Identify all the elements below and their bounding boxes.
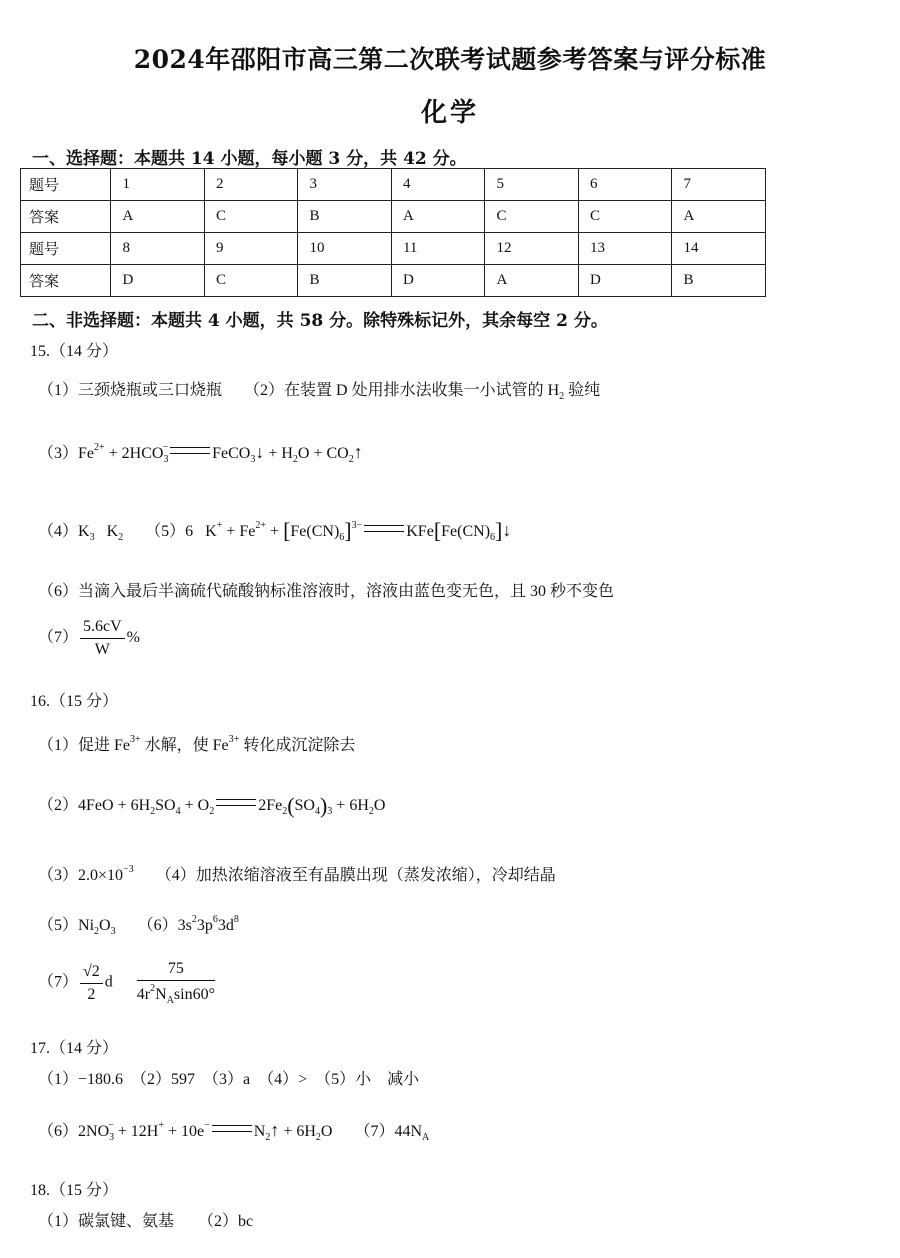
q15-equation-3: $(3)Fe^{2+} + 2HCO_3^-$ FeCO$_3$↓ + $H_2O$ + $CO_2↑$ <box>38 442 363 465</box>
table-cell: C <box>204 265 298 297</box>
q15-answer-2: （2）在装置 D 处用排水法收集一小试管的 H <box>244 382 560 399</box>
q17-heading: 17.（14 分） <box>30 1040 119 1057</box>
q16-line5-6: $(5)Ni_2O_3$ $(6)3s^23p^63d^8$ <box>38 914 239 937</box>
page-title: 2024年邵阳市高三第二次联考试题参考答案与评分标准 <box>133 45 767 74</box>
section2-heading: 二、非选择题：本题共 4 小题，共 58 分。除特殊标记外，其余每空 2 分。 <box>32 311 608 331</box>
q15-line4-5: $(4)K_3$ $K_2$ （5）6 $K^+ + Fe^{2+} + [Fe(CN)_6]^{3-}$ $KFe[Fe(CN)_6]↓$ <box>38 518 512 543</box>
q15-line7: （7） $\frac{5.6cV}{W}$ % <box>38 618 140 658</box>
q16-line1: （1）促进 $Fe^{3+}$ 水解，使 $Fe^{3+}$ 转化成沉淀除去 <box>38 734 356 754</box>
table-cell: 12 <box>485 233 579 265</box>
table-row-header: 答案 <box>21 201 111 233</box>
q16-equation-2: $(2)4FeO + 6H_2SO_4 + O_2$ $2Fe_2(SO_4)_3 + 6H_2O$ <box>38 793 386 818</box>
table-row <box>21 265 766 297</box>
table-cell: 6 <box>578 169 672 201</box>
table-row-header: 题号 <box>21 233 111 265</box>
q18-line1: （1）碳氯键、氨基 （2）bc <box>38 1213 254 1230</box>
table-cell: A <box>111 201 205 233</box>
table-row <box>21 233 766 265</box>
table-cell: A <box>485 265 579 297</box>
table-cell: B <box>298 201 392 233</box>
q16-heading: 16.（15 分） <box>30 693 119 710</box>
answer-table <box>20 168 766 297</box>
table-cell: 2 <box>204 169 298 201</box>
table-cell: 5 <box>485 169 579 201</box>
table-cell: 10 <box>298 233 392 265</box>
q17-line1: （1）−180.6 （2）597 （3）a （4）> （5）小 减小 <box>38 1071 420 1088</box>
table-cell: A <box>391 201 485 233</box>
q16-line7: （7） $\frac{√2}{2}$ d $\frac{75}{4r^2N_A\sin 60^\circ}$ <box>38 960 215 1006</box>
table-cell: 14 <box>672 233 766 265</box>
table-cell: C <box>204 201 298 233</box>
table-cell: D <box>578 265 672 297</box>
table-cell: C <box>485 201 579 233</box>
table-cell: A <box>672 201 766 233</box>
table-cell: 3 <box>298 169 392 201</box>
table-cell: 4 <box>391 169 485 201</box>
table-cell: 13 <box>578 233 672 265</box>
q15-heading: 15.（14 分） <box>30 343 119 360</box>
section1-heading: 一、选择题：本题共 14 小题，每小题 3 分，共 42 分。 <box>32 149 467 169</box>
q15-line6: （6）当滴入最后半滴硫代硫酸钠标准溶液时，溶液由蓝色变无色，且 30 秒不变色 <box>38 583 615 600</box>
table-cell: B <box>298 265 392 297</box>
q17-line6-7: $(6)2NO_3^- + 12H^+ + 10e^-$ $N_2↑ + 6H_2O$ $(7)44N_A$ <box>38 1120 430 1143</box>
subject-title: 化学 <box>420 98 479 128</box>
q15-answer-1: （1）三颈烧瓶或三口烧瓶 <box>38 382 223 399</box>
q15-line1: （1）三颈烧瓶或三口烧瓶 （2）在装置 D 处用排水法收集一小试管的 $H_2$ 验纯 <box>38 382 601 402</box>
table-cell: 8 <box>111 233 205 265</box>
table-cell: 11 <box>391 233 485 265</box>
table-cell: C <box>578 201 672 233</box>
table-cell: D <box>111 265 205 297</box>
table-cell: B <box>672 265 766 297</box>
table-cell: 9 <box>204 233 298 265</box>
table-row-header: 题号 <box>21 169 111 201</box>
q16-line3-4: $(3)2.0\times 10^{-3}$ （4）加热浓缩溶液至有晶膜出现（蒸发浓缩），冷却结晶 <box>38 864 556 884</box>
table-cell: 7 <box>672 169 766 201</box>
table-row-header: 答案 <box>21 265 111 297</box>
q18-heading: 18.（15 分） <box>30 1182 119 1199</box>
table-row <box>21 201 766 233</box>
table-cell: 1 <box>111 169 205 201</box>
table-row <box>21 169 766 201</box>
table-cell: D <box>391 265 485 297</box>
